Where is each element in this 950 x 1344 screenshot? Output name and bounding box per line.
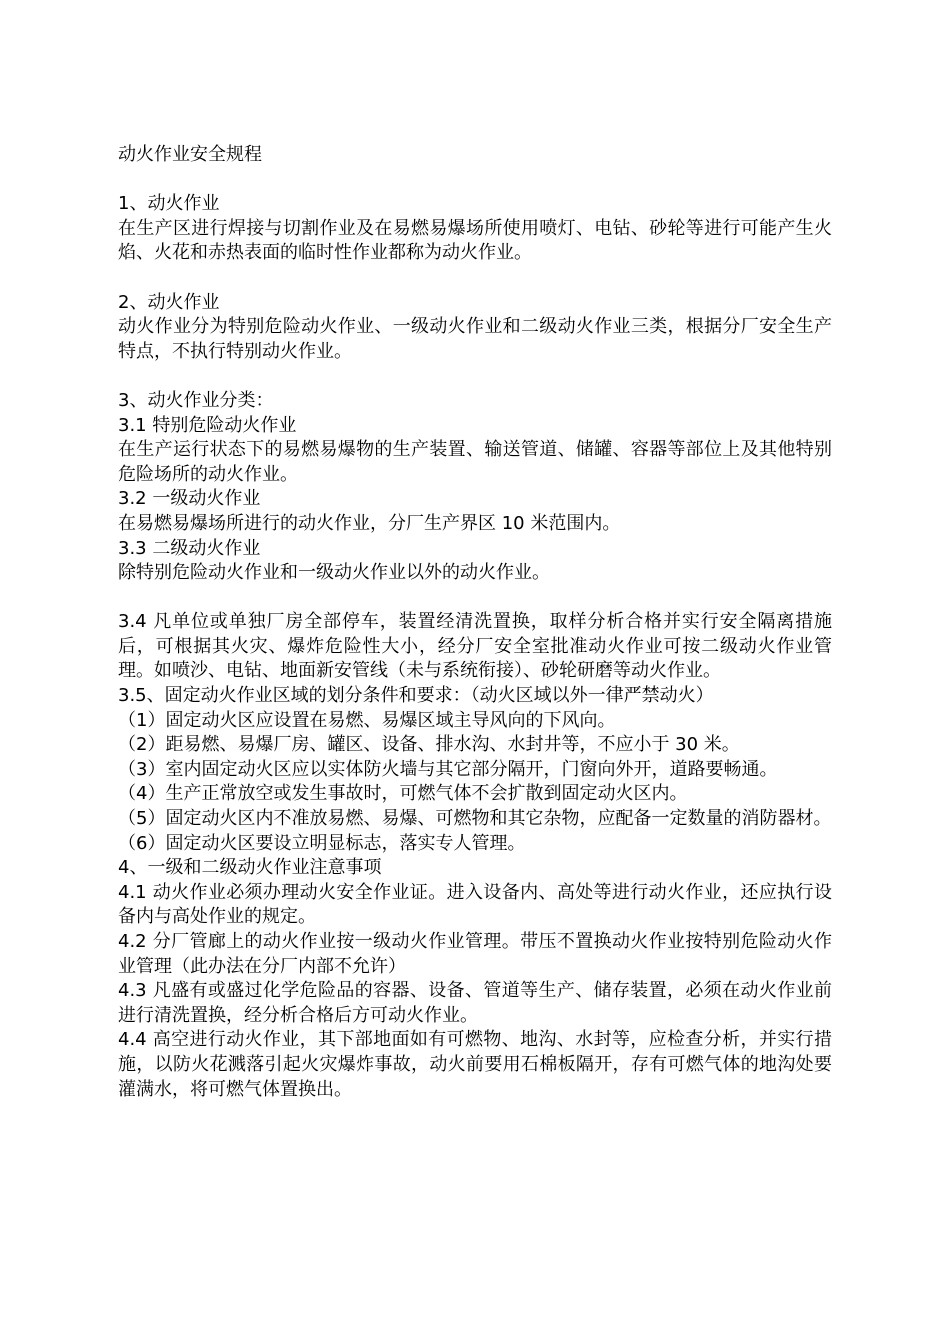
section-3-5-item: （1）固定动火区应设置在易燃、易爆区域主导风向的下风向。	[118, 709, 616, 731]
section-3-2-body: 在易燃易爆场所进行的动火作业，分厂生产界区 10 米范围内。	[118, 512, 621, 534]
section-4-4-paragraph: 4.4 高空进行动火作业，其下部地面如有可燃物、地沟、水封等，应检查分析，并实行措施，以防火花溅落引起火灾爆炸事故，动火前要用石棉板隔开，存有可燃气体的地沟处要灌满水，将可燃气体置换出。	[118, 1029, 832, 1100]
section-1-heading: 1、动火作业	[118, 193, 220, 215]
section-2-body: 动火作业分为特别危险动火作业、一级动火作业和二级动火作业三类，根据分厂安全生产特点，不执行特别动火作业。	[118, 316, 832, 362]
document-body	[118, 143, 832, 1102]
section-3-3-heading: 3.3 二级动火作业	[118, 537, 261, 559]
section-1-body: 在生产区进行焊接与切割作业及在易燃易爆场所使用喷灯、电钻、砂轮等进行可能产生火焰、火花和赤热表面的临时性作业都称为动火作业。	[118, 217, 832, 264]
blank-line	[118, 266, 832, 291]
document-title: 动火作业安全规程	[118, 144, 262, 165]
blank-line	[118, 364, 832, 389]
section-3-5-item: （6）固定动火区要设立明显标志，落实专人管理。	[118, 832, 526, 854]
section-3-5-item: （5）固定动火区内不准放易燃、易爆、可燃物和其它杂物，应配备一定数量的消防器材。	[118, 808, 832, 830]
section-3-3-body: 除特别危险动火作业和一级动火作业以外的动火作业。	[118, 562, 550, 584]
section-3-5-item: （3）室内固定动火区应以实体防火墙与其它部分隔开，门窗向外开，道路要畅通。	[118, 758, 778, 780]
section-2-heading: 2、动火作业	[118, 291, 220, 313]
section-3-1-heading: 3.1 特别危险动火作业	[118, 414, 297, 436]
section-3-5-item: （2）距易燃、易爆厂房、罐区、设备、排水沟、水封井等，不应小于 30 米。	[118, 734, 740, 756]
blank-line	[118, 586, 832, 611]
section-3-5-item: （4）生产正常放空或发生事故时，可燃气体不会扩散到固定动火区内。	[118, 783, 688, 805]
section-3-1-body: 在生产运行状态下的易燃易爆物的生产装置、输送管道、储罐、容器等部位上及其他特别危险场所的动火作业。	[118, 439, 832, 485]
section-3-4-paragraph: 3.4 凡单位或单独厂房全部停车，装置经清洗置换，取样分析合格并实行安全隔离措施后，可根据其火灾、爆炸危险性大小，经分厂安全室批准动火作业可按二级动火作业管理。如喷沙、电钻、地面新安管线（未与系统衔接）、砂轮研磨等动火作业。	[118, 611, 832, 682]
section-4-3-paragraph: 4.3 凡盛有或盛过化学危险品的容器、设备、管道等生产、储存装置，必须在动火作业前进行清洗置换，经分析合格后方可动火作业。	[118, 980, 832, 1026]
section-3-2-heading: 3.2 一级动火作业	[118, 488, 261, 510]
section-4-1-paragraph: 4.1 动火作业必须办理动火安全作业证。进入设备内、高处等进行动火作业，还应执行设备内与高处作业的规定。	[118, 881, 832, 928]
section-3-heading: 3、动火作业分类：	[118, 389, 274, 411]
blank-line	[118, 168, 832, 193]
section-3-5-paragraph: 3.5、固定动火作业区域的划分条件和要求：（动火区域以外一律严禁动火）	[118, 685, 714, 707]
section-4-2-paragraph: 4.2 分厂管廊上的动火作业按一级动火作业管理。带压不置换动火作业按特别危险动火作业管理（此办法在分厂内部不允许）	[118, 931, 832, 977]
section-4-heading: 4、一级和二级动火作业注意事项	[118, 857, 382, 879]
